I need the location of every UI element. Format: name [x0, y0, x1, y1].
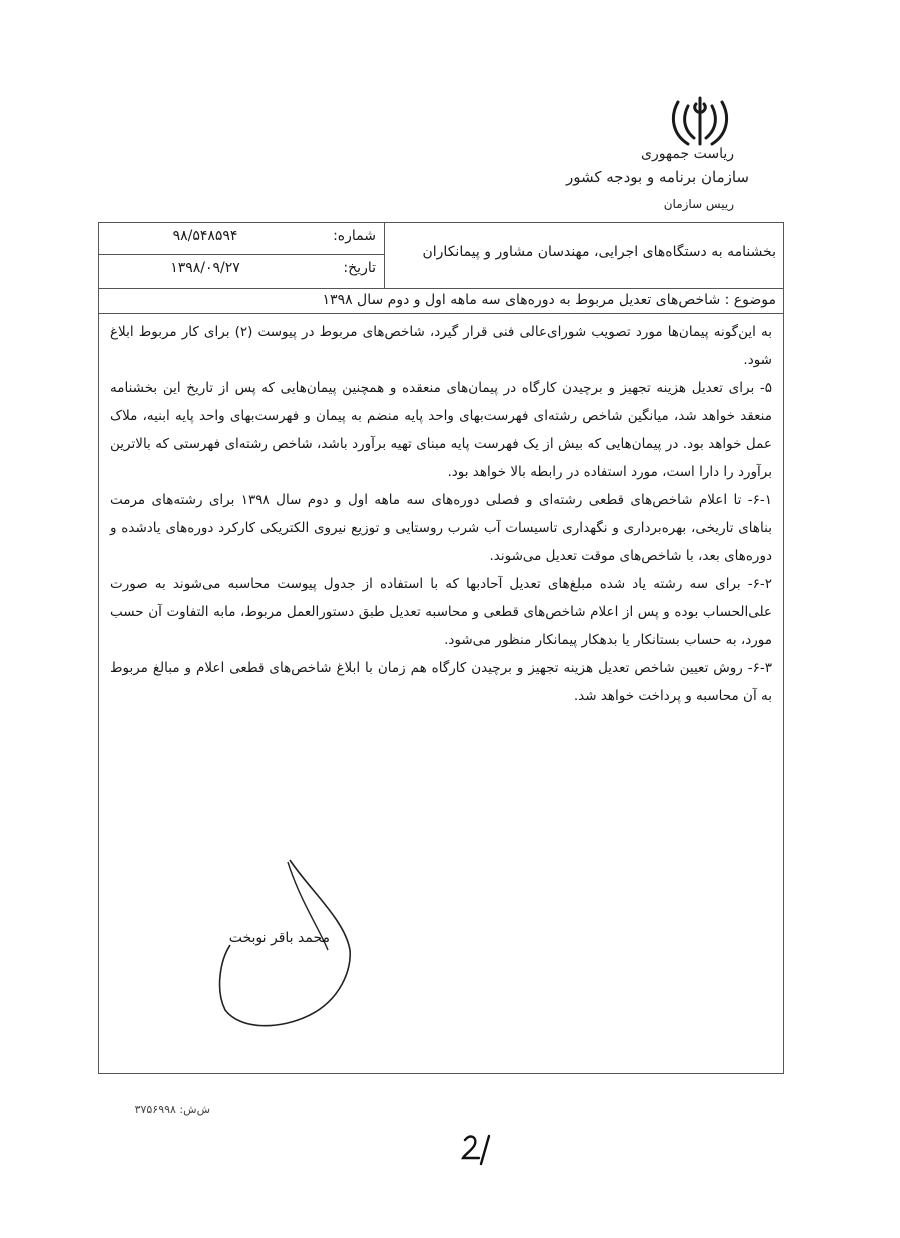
- body-paragraph-4: ۶-۲- برای سه رشته یاد شده مبلغ‌های تعدیل آحادبها که با استفاده از جدول پیوست محاسبه می‌شوند به صورت علی‌الحساب بوده و پس از اعلام شاخص‌های قطعی و محاسبه تعدیل طبق دستورالعمل مربوط، مابه التفاوت آن حسب مورد، به حساب بستانکار یا بدهکار پیمانکار منظور می‌شود.: [110, 576, 772, 648]
- number-label: شماره:: [333, 228, 376, 244]
- table-divider-meta: [98, 254, 384, 255]
- letter-body: [110, 318, 772, 710]
- page-number-mark: [455, 1128, 495, 1168]
- body-paragraph-3: ۶-۱- تا اعلام شاخص‌های قطعی رشته‌ای و فصلی دوره‌های سه ماهه اول و دوم سال ۱۳۹۸ برای رشته‌های مرمت بناهای تاریخی، بهره‌برداری و نگهداری تاسیسات آب شرب روستایی و توزیع نیروی الکتریکی کارکرد دوره‌های یادشده و دوره‌های بعد، با شاخص‌های موقت تعدیل می‌شوند.: [110, 492, 772, 564]
- body-paragraph-1: به این‌گونه پیمان‌ها مورد تصویب شورای‌عالی فنی قرار گیرد، شاخص‌های مربوط در پیوست (۲) برای کار مربوط ابلاغ شود.: [110, 324, 772, 368]
- number-value: ۹۸/۵۴۸۵۹۴: [172, 228, 238, 244]
- date-label: تاریخ:: [343, 260, 376, 276]
- signer-name: محمد باقر نوبخت: [228, 930, 330, 946]
- table-divider-vertical: [384, 222, 385, 288]
- letterhead-line-2: سازمان برنامه و بودجه کشور: [565, 168, 749, 186]
- letterhead-line-1: ریاست جمهوری: [640, 146, 734, 162]
- recipient: بخشنامه به دستگاه‌های اجرایی، مهندسان مشاور و پیمانکاران: [422, 244, 776, 260]
- iran-emblem-icon: [668, 94, 732, 150]
- subject-line: موضوع : شاخص‌های تعدیل مربوط به دوره‌های سه ماهه اول و دوم سال ۱۳۹۸: [322, 292, 776, 308]
- date-value: ۱۳۹۸/۰۹/۲۷: [170, 260, 240, 276]
- body-paragraph-2: ۵- برای تعدیل هزینه تجهیز و برچیدن کارگاه در پیمان‌های منعقده و همچنین پیمان‌هایی که پس از تاریخ این بخشنامه منعقد خواهد شد، میانگین شاخص رشته‌ای فهرست‌بهای واحد پایه منضم به پیمان و فهرست‌بهای واحد پایه ابنیه، ملاک عمل خواهد بود. در پیمان‌هایی که بیش از یک فهرست پایه مبنای تهیه برآورد باشد، شاخص رشته‌ای فهرستی که بالاترین برآورد را دارا است، مورد استفاده در رابطه بالا خواهد بود.: [110, 380, 772, 480]
- table-divider-subject: [98, 288, 784, 289]
- body-paragraph-5: ۶-۳- روش تعیین شاخص تعدیل هزینه تجهیز و برچیدن کارگاه هم زمان با ابلاغ شاخص‌های قطعی اعلام و مبالغ مربوط به آن محاسبه و پرداخت خواهد شد.: [110, 660, 772, 704]
- letterhead-line-3: رییس سازمان: [663, 197, 734, 211]
- footer-serial: ش‌ش: ۳۷۵۶۹۹۸: [134, 1103, 210, 1116]
